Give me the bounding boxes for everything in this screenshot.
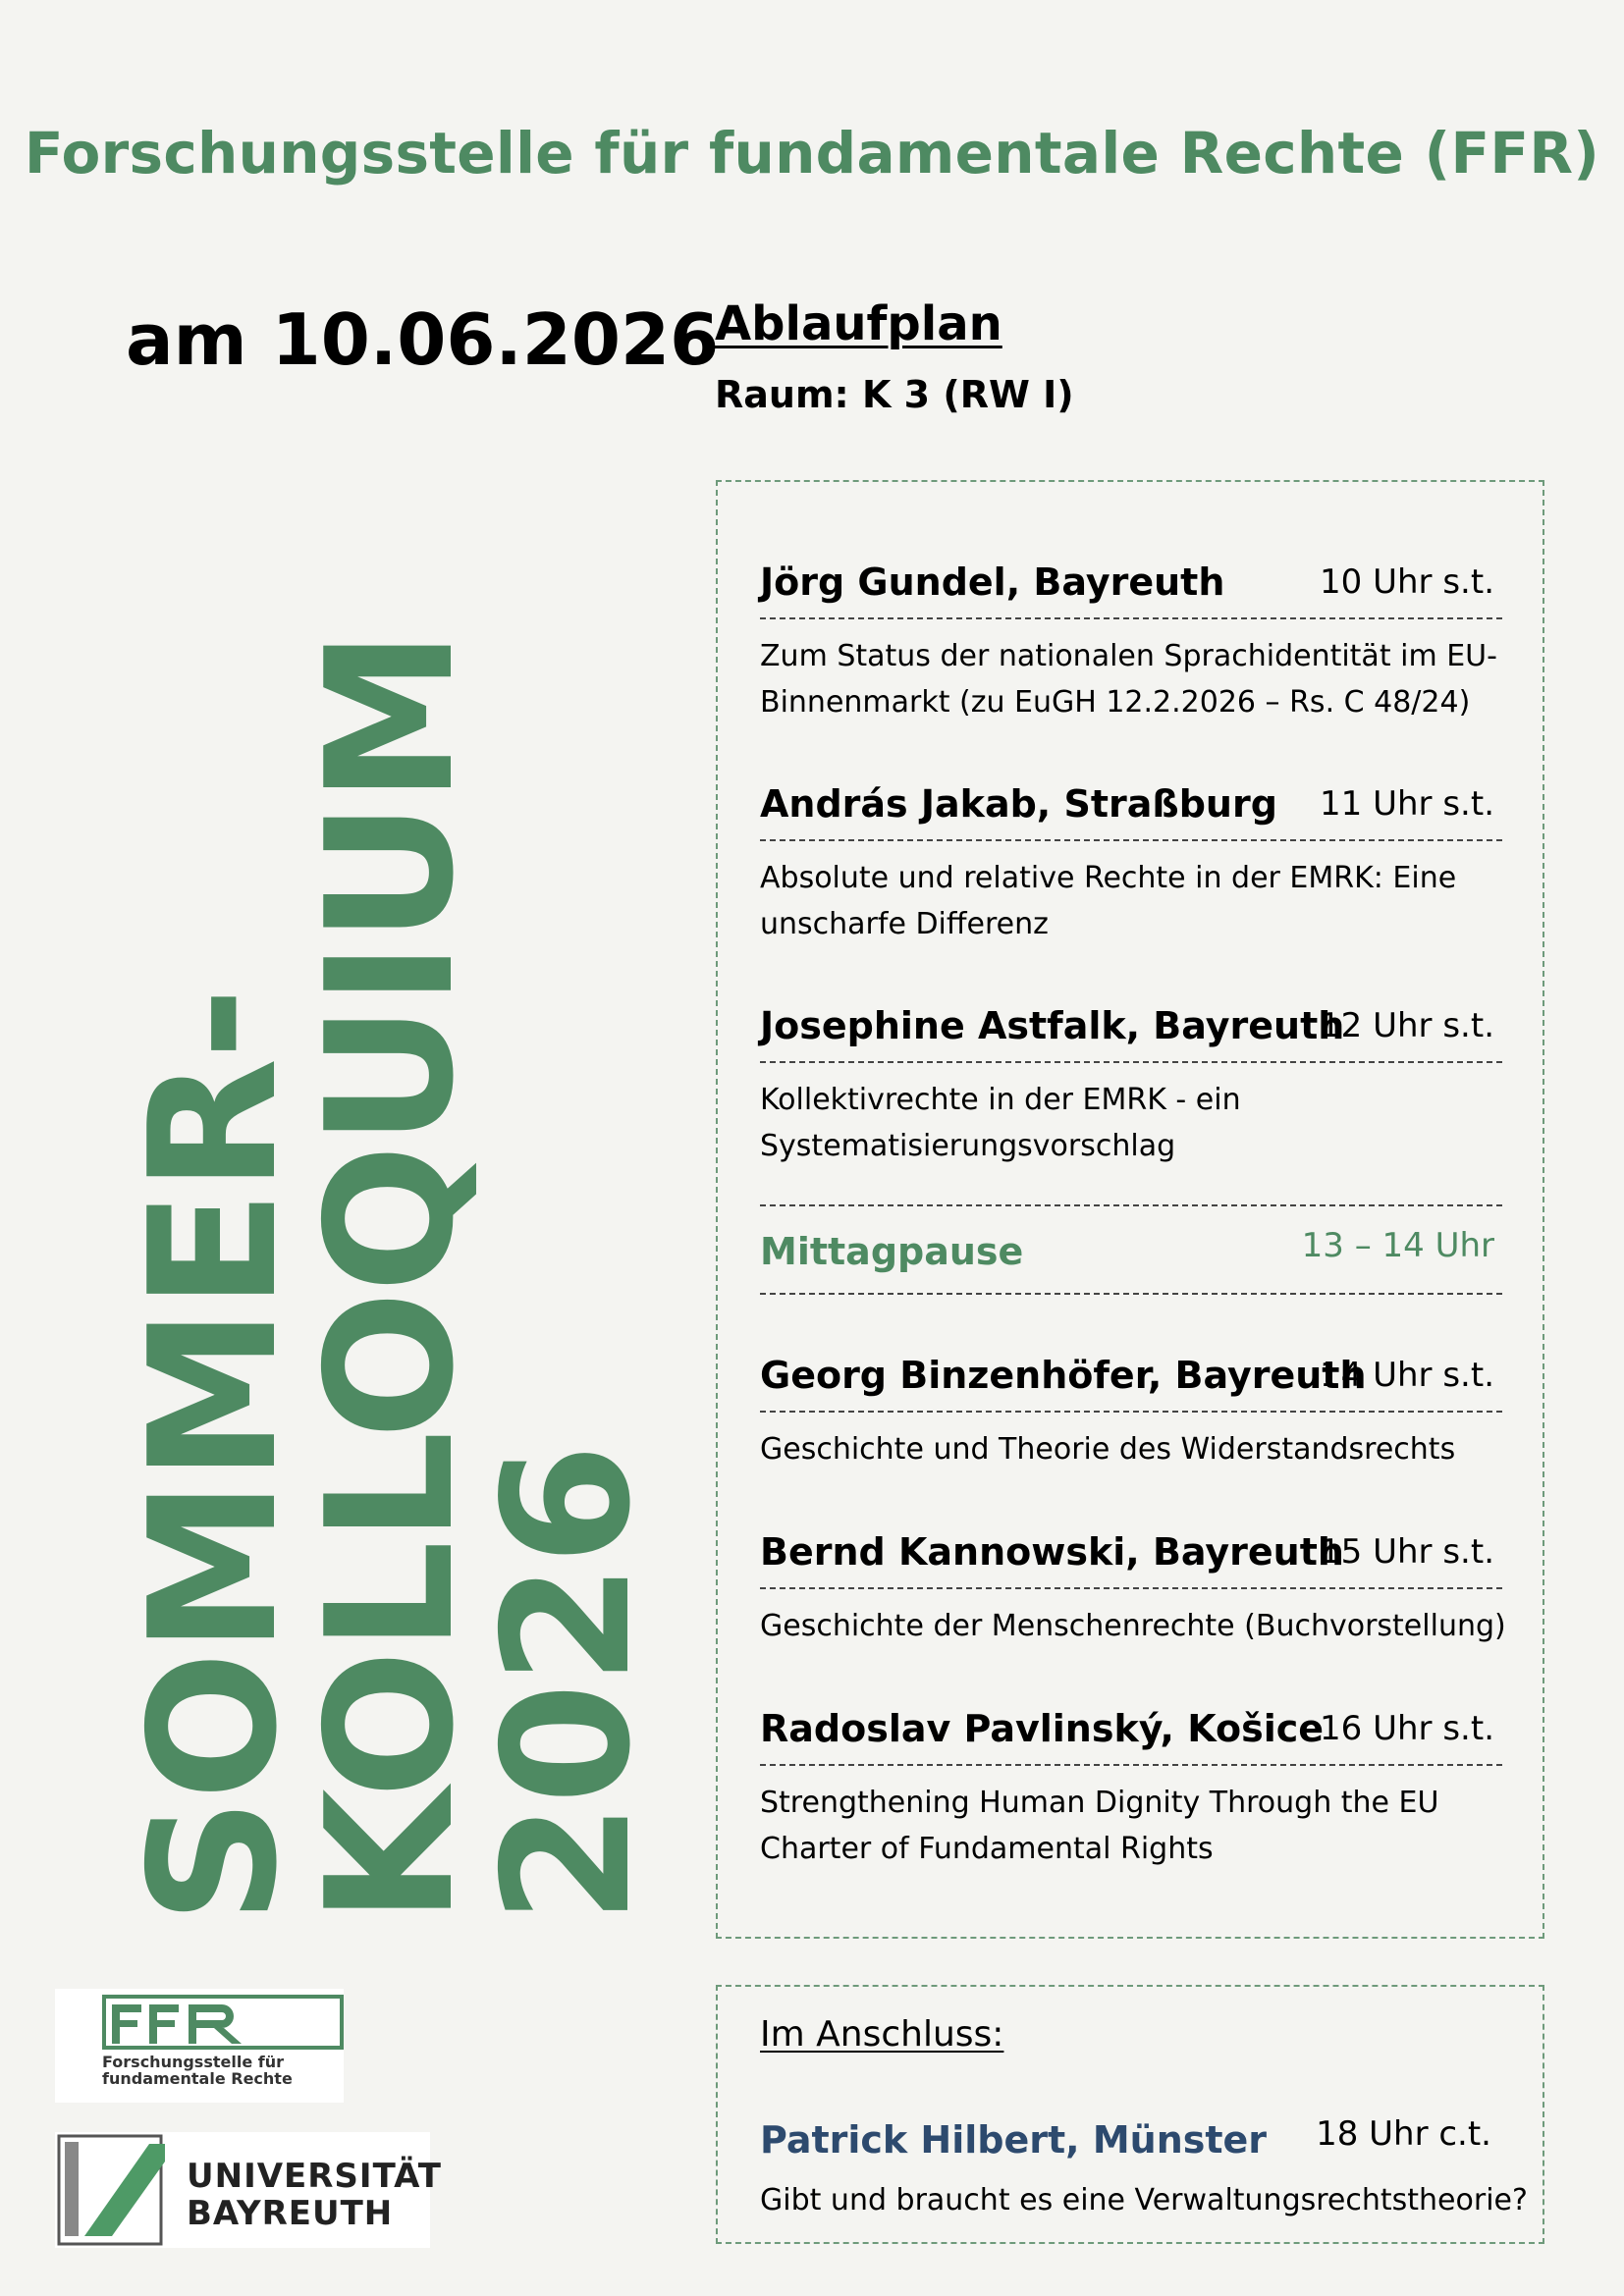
talk-title: Geschichte der Menschenrechte (Buchvorstellung): [760, 1609, 1506, 1643]
speaker-name: Bernd Kannowski, Bayreuth: [760, 1530, 1344, 1574]
after-speaker-name: Patrick Hilbert, Münster: [760, 2118, 1268, 2162]
schedule-entry: [760, 1528, 1506, 1649]
university-name-line-1: UNIVERSITÄT: [187, 2157, 442, 2196]
after-talk-title: Gibt und braucht es eine Verwaltungsrechtstheorie?: [760, 2183, 1528, 2217]
schedule-entry: [760, 559, 1502, 725]
schedule-entry: [760, 1705, 1502, 1872]
event-title-line-2: KOLLOQUIUM: [289, 631, 492, 1924]
talk-title: Kollektivrechte in der EMRK - ein Systematisierungsvorschlag: [760, 1083, 1241, 1163]
schedule-box: [716, 480, 1544, 1939]
talk-title: Zum Status der nationalen Sprachidentität im EU-Binnenmarkt (zu EuGH 12.2.2026 – Rs. C 48/24): [760, 639, 1497, 720]
talk-title: Absolute und relative Rechte in der EMRK: Eine unscharfe Differenz: [760, 861, 1457, 941]
ffr-logo-line-1: Forschungsstelle für: [102, 2053, 284, 2071]
lunch-label: Mittagpause: [760, 1230, 1024, 1273]
talk-time: 16 Uhr s.t.: [1320, 1709, 1494, 1748]
schedule-heading: Ablaufplan: [715, 296, 1002, 351]
speaker-name: Radoslav Pavlinský, Košice: [760, 1707, 1325, 1750]
university-logo-mark-icon: [55, 2132, 173, 2248]
speaker-name: Josephine Astfalk, Bayreuth: [760, 1004, 1345, 1047]
talk-time: 12 Uhr s.t.: [1320, 1006, 1494, 1045]
event-title-line-1: SOMMER-: [112, 988, 315, 1924]
speaker-name: Georg Binzenhöfer, Bayreuth: [760, 1354, 1367, 1397]
page-title: Forschungsstelle für fundamentale Rechte (FFR): [24, 120, 1600, 187]
event-title-vertical: [112, 631, 669, 1924]
event-title-line-3: 2026: [465, 1445, 669, 1924]
speaker-name: András Jakab, Straßburg: [760, 782, 1277, 826]
schedule-entry: [760, 780, 1502, 947]
university-logo: [55, 2132, 442, 2248]
after-program-box: [716, 1985, 1544, 2244]
talk-time: 15 Uhr s.t.: [1320, 1532, 1494, 1572]
event-date: am 10.06.2026: [126, 298, 720, 381]
talk-time: 14 Uhr s.t.: [1320, 1356, 1494, 1395]
talk-title: Strengthening Human Dignity Through the EU Charter of Fundamental Rights: [760, 1786, 1439, 1866]
ffr-logo: [55, 1989, 344, 2103]
university-name-line-2: BAYREUTH: [187, 2194, 394, 2233]
after-talk-time: 18 Uhr c.t.: [1316, 2114, 1491, 2154]
schedule-entry: [760, 1002, 1502, 1169]
lunch-break: [760, 1204, 1502, 1295]
room-info: Raum: K 3 (RW I): [715, 373, 1074, 416]
after-program-label: Im Anschluss:: [760, 2014, 1004, 2055]
talk-time: 11 Uhr s.t.: [1320, 784, 1494, 824]
speaker-name: Jörg Gundel, Bayreuth: [760, 561, 1225, 604]
ffr-logo-line-2: fundamentale Rechte: [102, 2069, 293, 2088]
talk-time: 10 Uhr s.t.: [1320, 562, 1494, 602]
lunch-time: 13 – 14 Uhr: [1301, 1226, 1494, 1265]
schedule-entry: [760, 1352, 1502, 1472]
talk-title: Geschichte und Theorie des Widerstandsrechts: [760, 1432, 1456, 1467]
